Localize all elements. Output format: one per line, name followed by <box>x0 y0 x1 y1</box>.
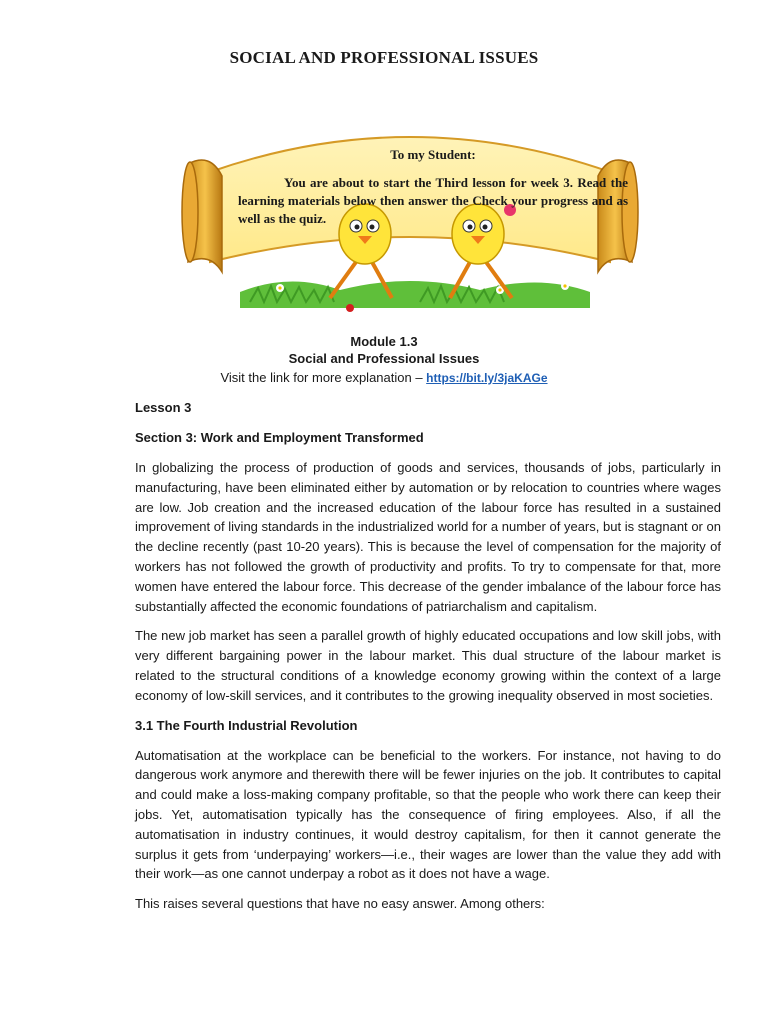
section-heading: Section 3: Work and Employment Transformed <box>135 430 424 445</box>
module-name: Social and Professional Issues <box>288 351 480 366</box>
lesson-label: Lesson 3 <box>135 400 192 415</box>
visit-text: Visit the link for more explanation – <box>220 370 427 385</box>
module-number: Module 1.3 <box>350 334 418 349</box>
greeting: To my Student: <box>390 147 476 162</box>
paragraph: The new job market has seen a parallel growth of highly educated occupations and low skill jobs, with very different bargaining power in the labour market. This dual structure of the labour market is related to the structural conditions of a knowledge economy growing within the context of a large economy of low-skill services, and it contributes to the growing inequality observed in most societies. <box>135 628 721 703</box>
explanation-link[interactable]: https://bit.ly/3jaKAGe <box>426 371 548 385</box>
subsection-heading: 3.1 The Fourth Industrial Revolution <box>135 717 358 733</box>
visit-line <box>0 370 768 385</box>
instruction-message: You are about to start the Third lesson for week 3. Read the learning materials below then answer the Check your progress and as well as the quiz. <box>238 175 628 226</box>
module-header <box>0 333 768 367</box>
paragraph: Automatisation at the workplace can be beneficial to the workers. For instance, not having to do dangerous work anymore and therewith there will be fewer injuries on the job. It contributes to capital and could make a loss-making company profitable, so that the people who work there can keep their jobs. Yet, automatisation typically has the consequence of firing employees. Also, if all the automatisation in industry continues, it would destroy capitalism, for then it cannot generate the surplus it gets from ‘underpaying’ workers—i.e., their wages are lower than the value they add with their work—as one cannot underpay a robot as it does not have a wage. <box>135 747 721 882</box>
paragraph: In globalizing the process of production of goods and services, thousands of jobs, particularly in manufacturing, have been eliminated either by automation or by relocation to countries where wages are low. Job creation and the increased education of the labour force has resulted in a sustained improvement of living standards in the industrialized world for a number of years, but is stagnant or on the decline recently (past 10-20 years). This is because the level of compensation for the majority of workers has not followed the growth of productivity and profits. To try to compensate for that, more women have entered the labour force. This decrease of the gender imbalance of the labour force has substantially affected the economic foundations of patriarchalism and capitalism. <box>135 460 721 614</box>
lesson-body <box>135 398 721 914</box>
document-title: SOCIAL AND PROFESSIONAL ISSUES <box>229 48 539 67</box>
scroll-message <box>238 146 628 228</box>
paragraph: This raises several questions that have no easy answer. Among others: <box>135 896 545 912</box>
